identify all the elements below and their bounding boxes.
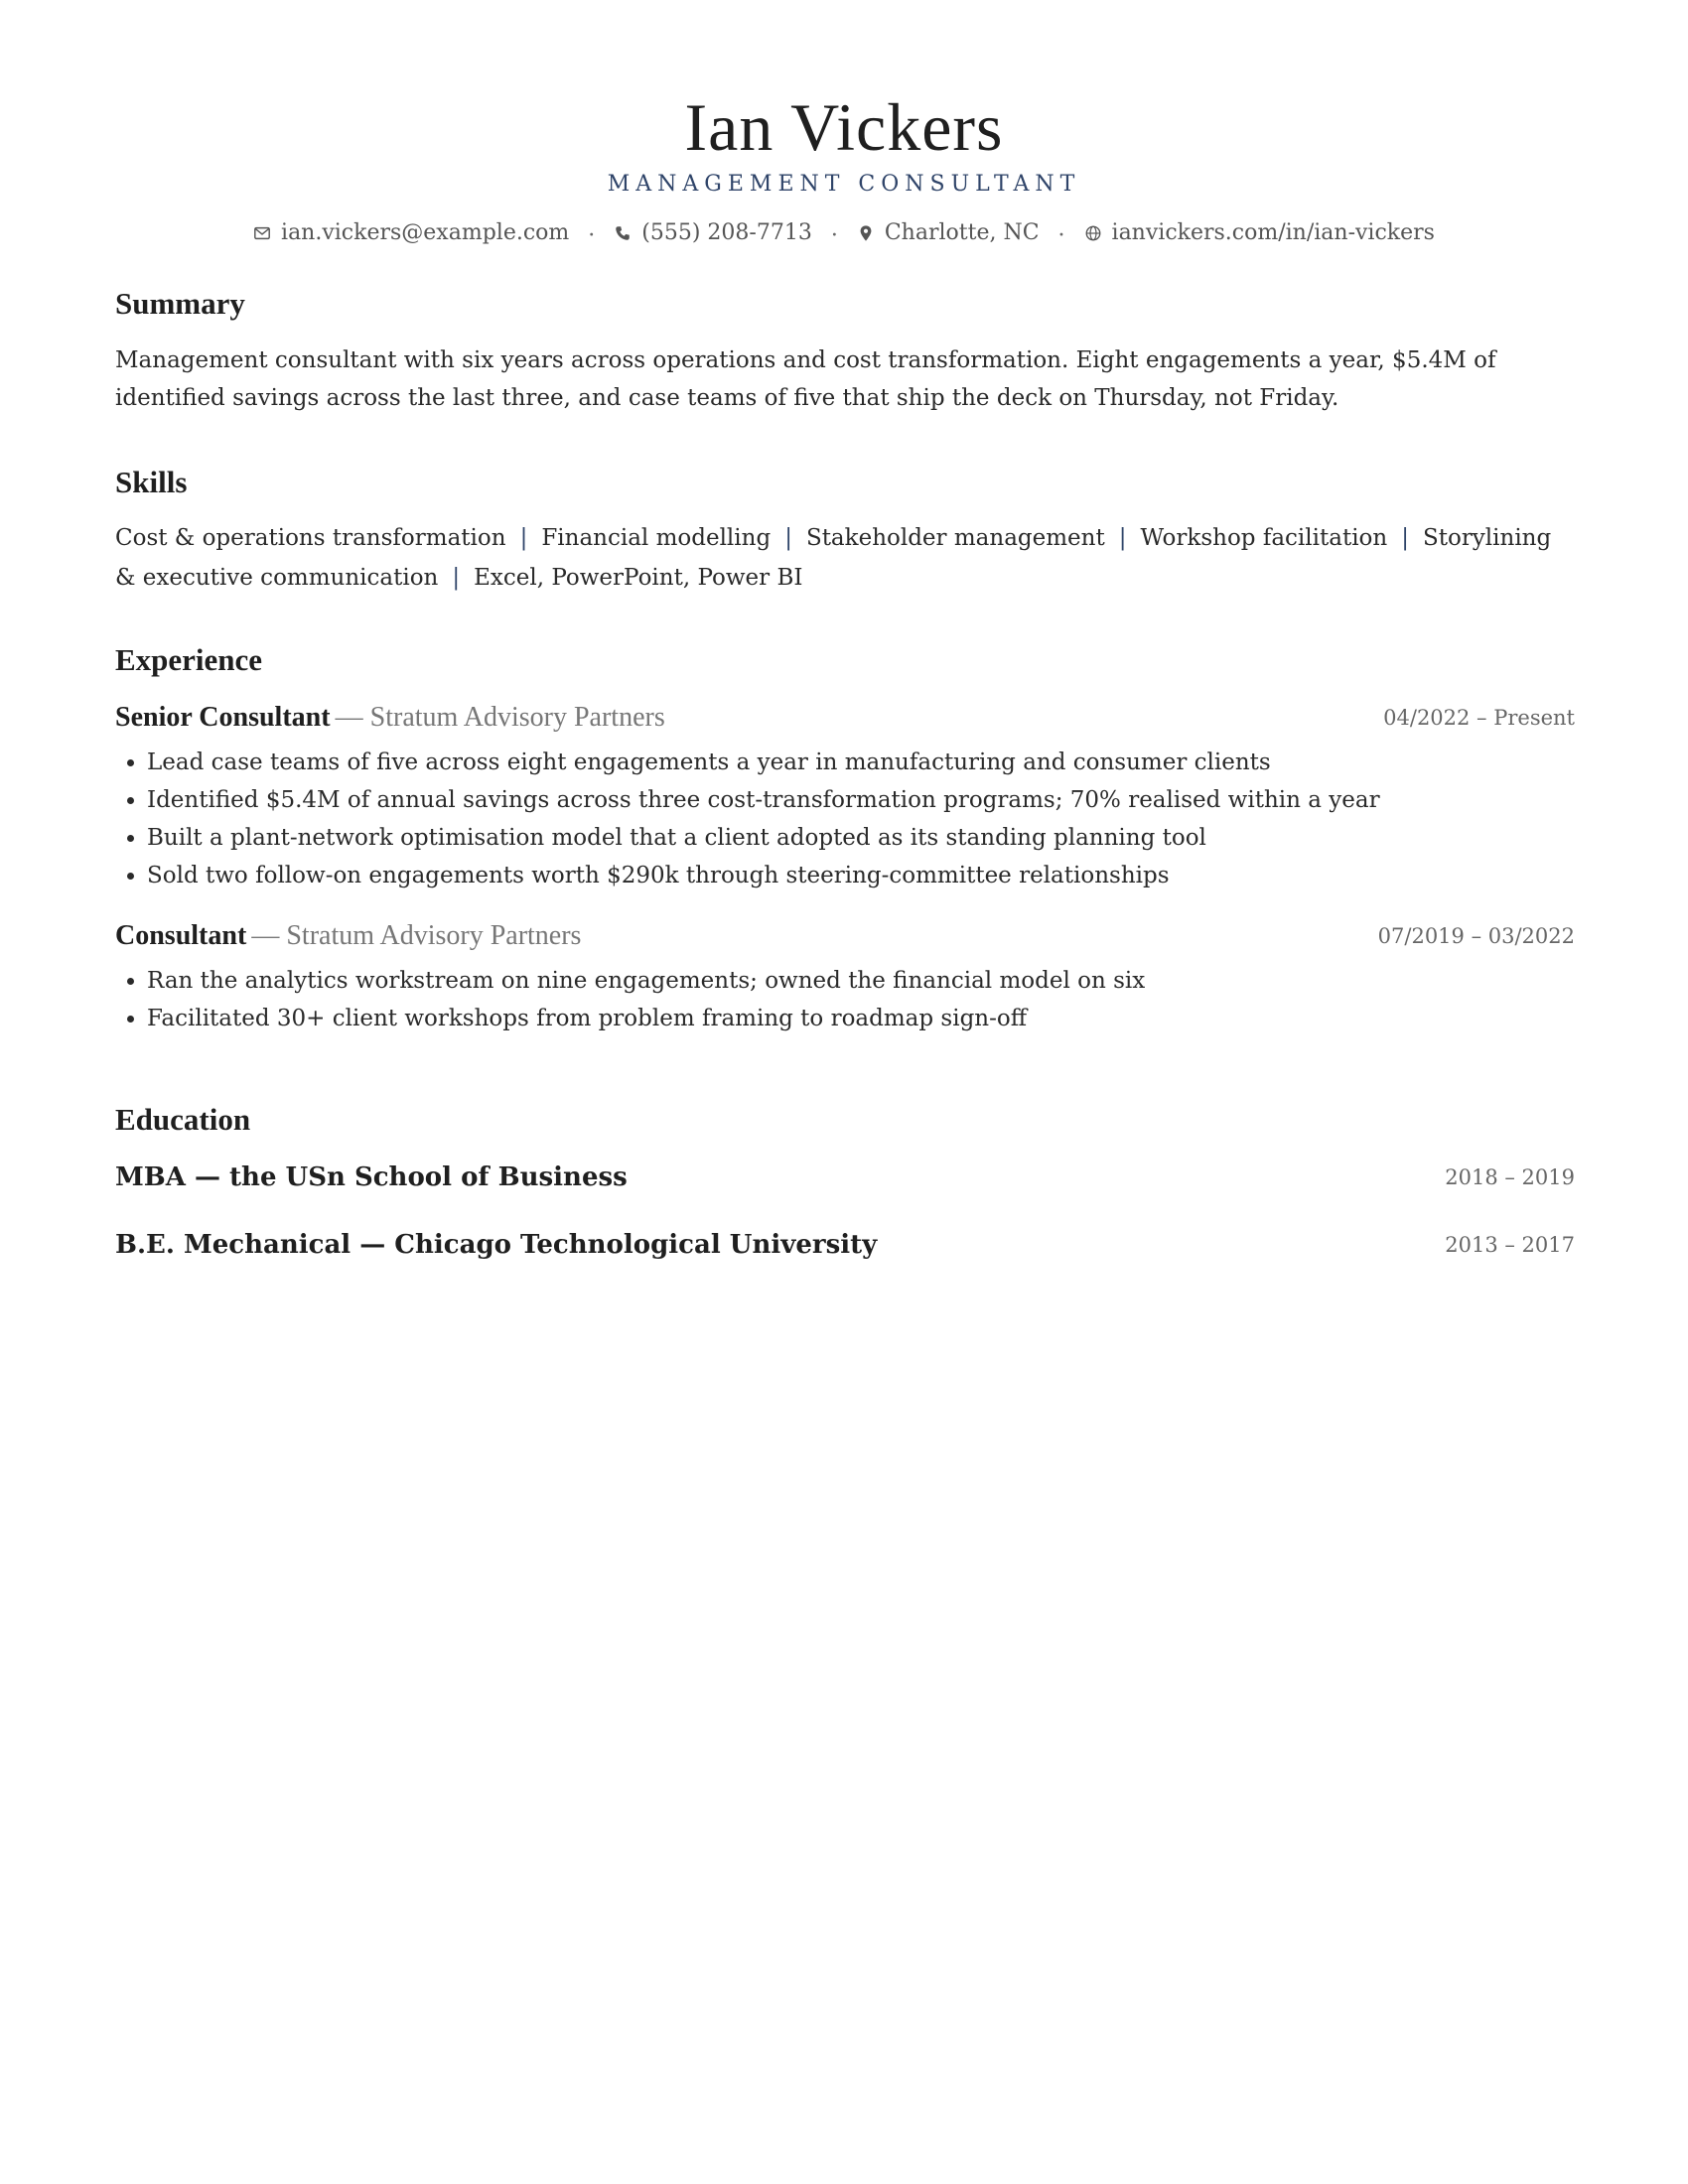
contact-separator: · [1057, 223, 1065, 248]
contact-phone[interactable] [614, 218, 812, 248]
experience-section [115, 640, 1575, 1037]
education-dates: 2013 – 2017 [1445, 1233, 1575, 1257]
contact-separator: · [830, 223, 838, 248]
job-title: Consultant [115, 920, 247, 951]
education-section [115, 1100, 1575, 1265]
job-entry [115, 916, 1575, 1037]
job-dates: 07/2019 – 03/2022 [1377, 924, 1575, 948]
education-degree: B.E. Mechanical — Chicago Technological University [115, 1230, 878, 1260]
job-bullets [115, 962, 1575, 1037]
candidate-title: MANAGEMENT CONSULTANT [607, 172, 1081, 197]
email-text: ian.vickers@example.com [281, 220, 570, 245]
skill-separator: | [519, 525, 528, 551]
job-header [115, 916, 1575, 956]
job-company: — Stratum Advisory Partners [251, 920, 582, 951]
contact-separator: · [588, 223, 596, 248]
skill-item: Storylining & executive communication [115, 525, 1552, 591]
job-bullet: • Lead case teams of five across eight engagements a year in manufacturing and consumer clients [147, 744, 1575, 781]
education-entry [115, 1225, 1575, 1265]
job-entry [115, 698, 1575, 894]
phone-text: (555) 208-7713 [641, 220, 812, 245]
location-text: Charlotte, NC [884, 220, 1040, 245]
job-bullet: • Built a plant-network optimisation model that a client adopted as its standing planning tool [147, 819, 1575, 857]
phone-icon [614, 224, 632, 242]
skill-item: Workshop facilitation [1140, 525, 1388, 551]
education-heading: Education [115, 1102, 251, 1137]
website-text: ianvickers.com/in/ian-vickers [1111, 220, 1435, 245]
skill-separator: | [452, 565, 461, 591]
job-title: Senior Consultant [115, 702, 331, 733]
education-entry [115, 1158, 1575, 1197]
job-dates: 04/2022 – Present [1383, 706, 1575, 730]
candidate-name: Ian Vickers [684, 89, 1004, 165]
globe-icon [1084, 224, 1102, 242]
contact-email[interactable] [253, 218, 569, 248]
job-bullet: • Facilitated 30+ client workshops from problem framing to roadmap sign-off [147, 1000, 1575, 1037]
summary-section [115, 284, 1575, 417]
skill-item: Cost & operations transformation [115, 525, 506, 551]
skills-heading: Skills [115, 465, 188, 499]
skills-list [115, 518, 1575, 598]
location-pin-icon [857, 224, 875, 242]
contact-location [857, 218, 1040, 248]
skill-separator: | [1401, 525, 1409, 551]
mail-icon [253, 224, 271, 242]
skill-separator: | [1118, 525, 1127, 551]
skill-item: Financial modelling [541, 525, 772, 551]
job-header [115, 698, 1575, 738]
education-degree: MBA — the USn School of Business [115, 1162, 628, 1192]
summary-heading: Summary [115, 286, 245, 321]
job-bullet: • Ran the analytics workstream on nine engagements; owned the financial model on six [147, 962, 1575, 1000]
job-bullet: • Sold two follow-on engagements worth $290k through steering-committee relationships [147, 857, 1575, 894]
contact-website[interactable] [1084, 218, 1435, 248]
skill-separator: | [784, 525, 792, 551]
skill-item: Stakeholder management [805, 525, 1105, 551]
experience-heading: Experience [115, 642, 263, 677]
job-bullet: • Identified $5.4M of annual savings across three cost-transformation programs; 70% realised within a year [147, 781, 1575, 819]
resume-header [0, 87, 1688, 251]
summary-text: Management consultant with six years across operations and cost transformation. Eight engagements a year, $5.4M of identified savings across the last three, and case teams of five that ship the deck on Thursday, not Friday. [115, 347, 1496, 411]
skills-section [115, 463, 1575, 598]
skill-item: Excel, PowerPoint, Power BI [474, 565, 803, 591]
job-company: — Stratum Advisory Partners [335, 702, 665, 733]
contact-line [0, 218, 1688, 251]
education-dates: 2018 – 2019 [1445, 1165, 1575, 1189]
job-bullets [115, 744, 1575, 894]
